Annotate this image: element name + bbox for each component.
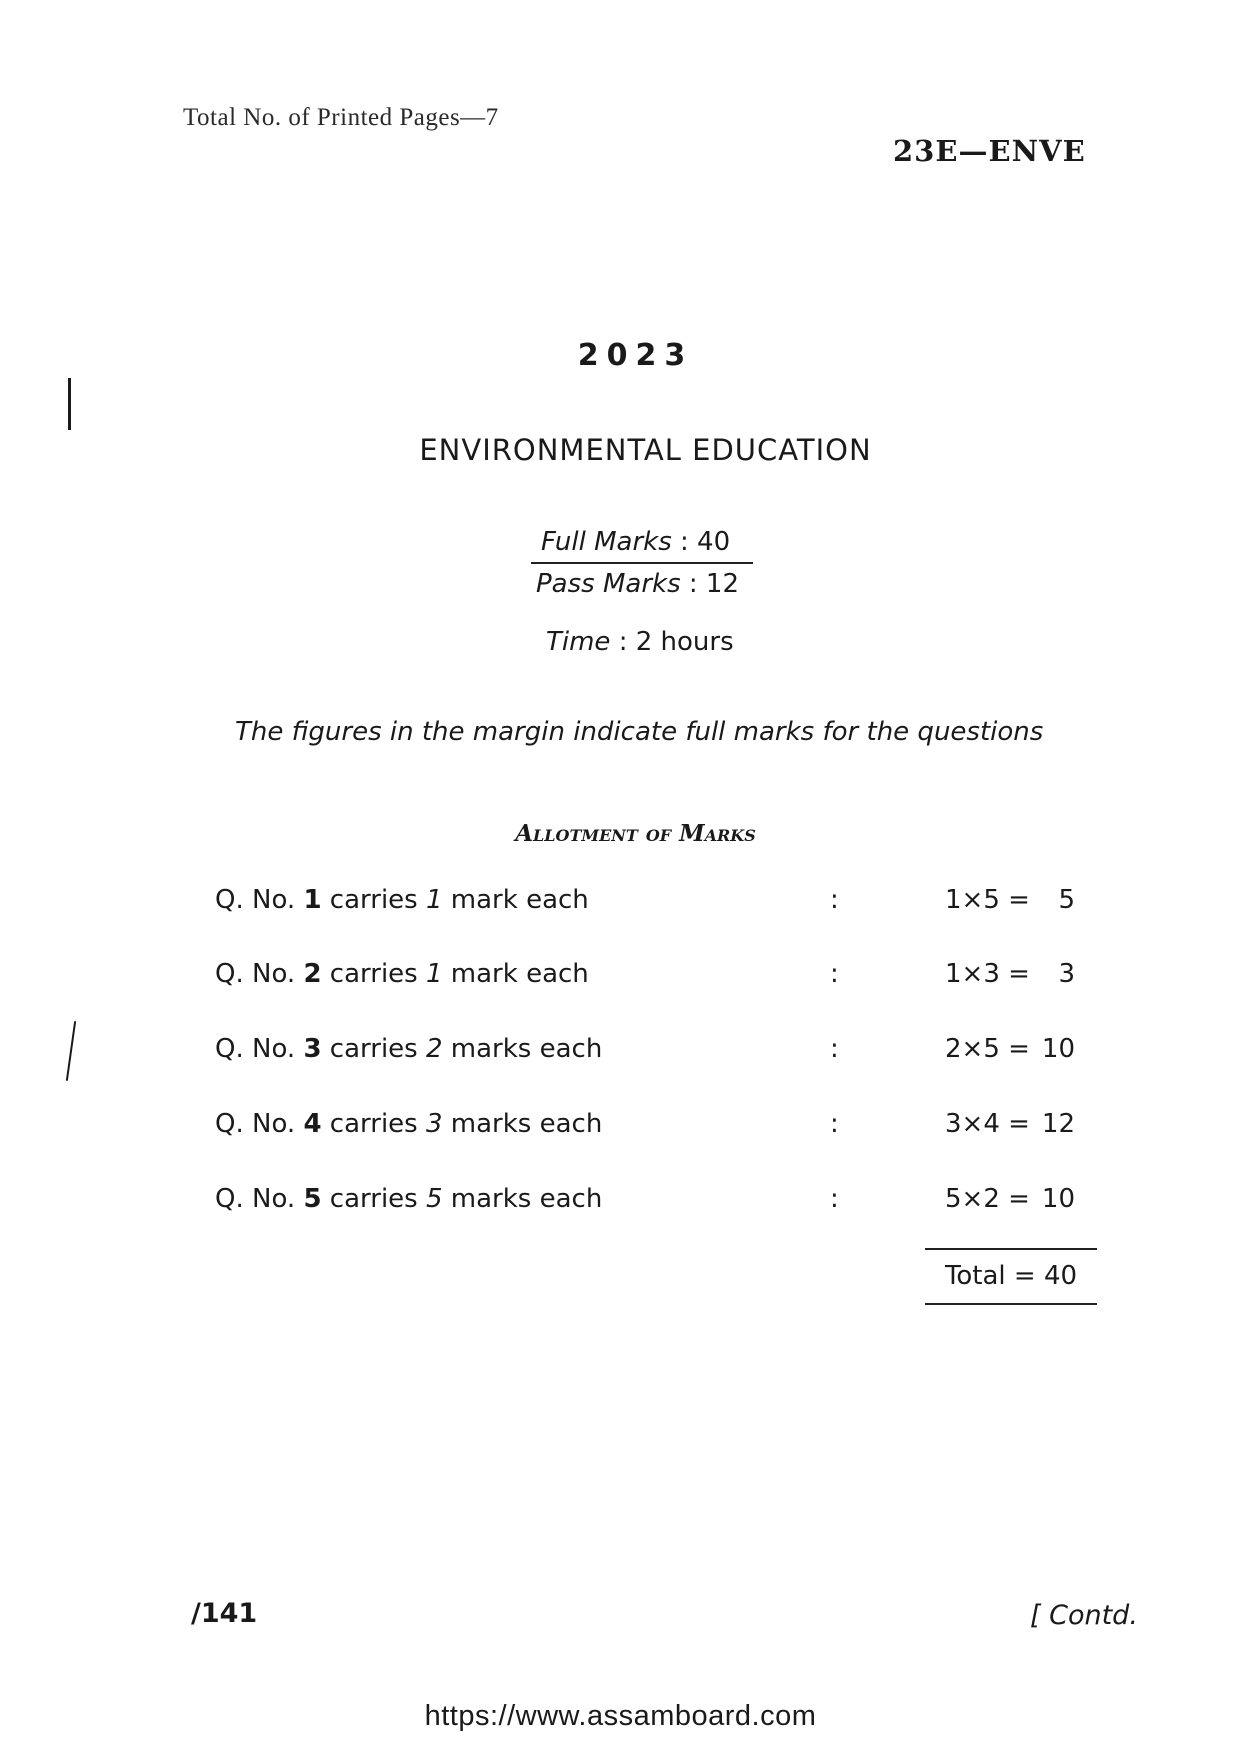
question-prefix: Q. No. [215, 1109, 296, 1139]
margin-mark [66, 1021, 76, 1081]
row-calculation: 2×5 = [945, 1034, 1030, 1064]
question-prefix: Q. No. [215, 1184, 296, 1214]
row-calculation: 1×5 = [945, 885, 1030, 915]
mark-count: 3 [425, 1109, 443, 1139]
margin-mark [68, 378, 71, 430]
row-result: 10 [1041, 1184, 1075, 1214]
time-label: Time [546, 627, 611, 657]
row-result: 10 [1041, 1034, 1075, 1064]
question-description [215, 954, 589, 994]
carries-text: carries [329, 1109, 418, 1139]
row-colon: : [830, 885, 839, 915]
allotment-row [215, 1029, 1075, 1069]
row-colon: : [830, 1034, 839, 1064]
allotment-row [215, 880, 1075, 920]
full-marks-label: Full Marks [541, 527, 672, 557]
row-result: 3 [1058, 959, 1075, 989]
carries-text: carries [329, 885, 418, 915]
row-colon: : [830, 1184, 839, 1214]
continued-label: [ Contd. [1030, 1600, 1138, 1631]
paper-code: 23E—ENVE [893, 134, 1086, 168]
question-description [215, 1029, 602, 1069]
mark-unit: marks each [450, 1034, 603, 1064]
mark-count: 2 [425, 1034, 443, 1064]
mark-unit: mark each [450, 959, 589, 989]
question-number: 1 [303, 885, 322, 915]
question-number: 5 [303, 1184, 322, 1214]
question-number: 3 [303, 1034, 322, 1064]
mark-count: 5 [425, 1184, 443, 1214]
carries-text: carries [329, 1184, 418, 1214]
mark-unit: marks each [450, 1184, 603, 1214]
allotment-row [215, 954, 1075, 994]
total-marks: Total = 40 [925, 1248, 1097, 1305]
question-prefix: Q. No. [215, 885, 296, 915]
row-colon: : [830, 1109, 839, 1139]
instructions: The figures in the margin indicate full marks for the questions [235, 717, 1044, 747]
row-result: 5 [1058, 885, 1075, 915]
row-calculation: 5×2 = [945, 1184, 1030, 1214]
exam-time [546, 627, 734, 657]
mark-count: 1 [425, 885, 443, 915]
carries-text: carries [329, 1034, 418, 1064]
row-calculation: 1×3 = [945, 959, 1030, 989]
allotment-heading: Allotment of Marks [515, 820, 756, 847]
question-prefix: Q. No. [215, 959, 296, 989]
subject-title: ENVIRONMENTAL EDUCATION [419, 433, 872, 467]
allotment-row [215, 1104, 1075, 1144]
pass-marks [531, 564, 753, 604]
pass-marks-label: Pass Marks [536, 569, 681, 599]
exam-year: 2023 [577, 338, 694, 373]
mark-unit: marks each [450, 1109, 603, 1139]
question-number: 4 [303, 1109, 322, 1139]
website-url: https://www.assamboard.com [424, 1700, 817, 1732]
question-number: 2 [303, 959, 322, 989]
carries-text: carries [329, 959, 418, 989]
row-colon: : [830, 959, 839, 989]
marks-block [531, 522, 753, 604]
question-description [215, 1179, 602, 1219]
question-prefix: Q. No. [215, 1034, 296, 1064]
full-marks-value: : 40 [680, 527, 731, 557]
time-value: : 2 hours [618, 627, 734, 657]
row-calculation: 3×4 = [945, 1109, 1030, 1139]
footer-code: /141 [191, 1598, 258, 1629]
mark-count: 1 [425, 959, 443, 989]
allotment-row [215, 1179, 1075, 1219]
mark-unit: mark each [450, 885, 589, 915]
row-result: 12 [1041, 1109, 1075, 1139]
full-marks [531, 522, 753, 564]
question-description [215, 880, 589, 920]
question-description [215, 1104, 602, 1144]
printed-pages-count: Total No. of Printed Pages—7 [183, 104, 499, 131]
pass-marks-value: : 12 [688, 569, 739, 599]
